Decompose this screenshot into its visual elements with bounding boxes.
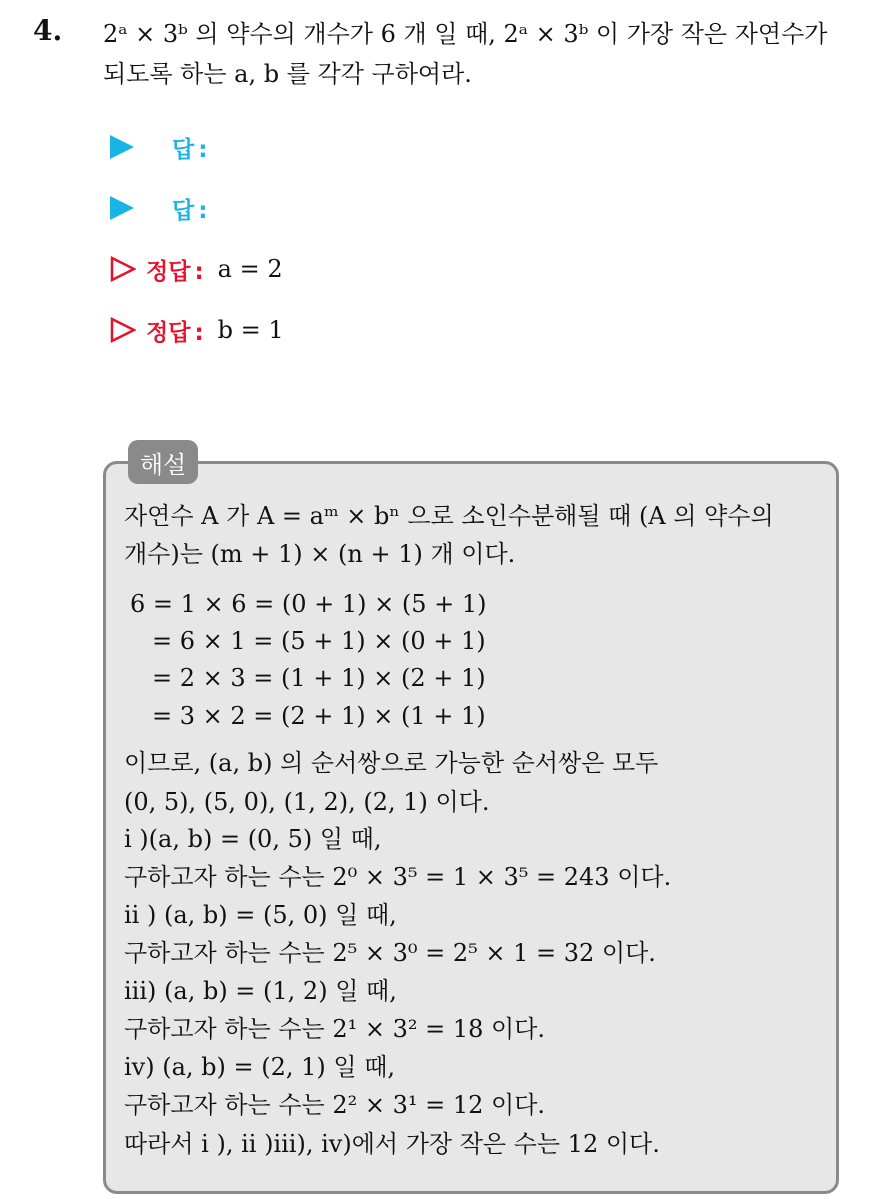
solution-line: 개수)는 (m + 1) × (n + 1) 개 이다. [124,540,516,568]
problem-text [103,14,873,94]
solution-equation: = 3 × 2 = (2 + 1) × (1 + 1) [152,702,486,730]
solution-line: 구하고자 하는 수는 2⁵ × 3⁰ = 2⁵ × 1 = 32 이다. [124,939,656,967]
problem-line-2: 되도록 하는 a, b 를 각각 구하여라. [103,60,472,88]
solution-case: iii) (a, b) = (1, 2) 일 때, [124,977,397,1005]
correct-label: 정답 : [146,258,204,285]
correct-answer-a [110,249,283,289]
solution-case: iv) (a, b) = (2, 1) 일 때, [124,1053,396,1081]
solution-case: ii ) (a, b) = (5, 0) 일 때, [124,901,397,929]
answer-blank-2[interactable] [110,188,207,228]
solution-case: i )(a, b) = (0, 5) 일 때, [124,825,382,853]
solution-line: 이므로, (a, b) 의 순서쌍으로 가능한 순서쌍은 모두 [124,749,659,777]
correct-label: 정답 : [146,319,204,346]
answer-label: 답 : [172,136,208,163]
problem-line-1: 2ᵃ × 3ᵇ 의 약수의 개수가 6 개 일 때, 2ᵃ × 3ᵇ 이 가장 작은 자연수가 [103,20,828,48]
solution-line: 구하고자 하는 수는 2² × 3¹ = 12 이다. [124,1091,546,1119]
answer-label: 답 : [172,197,208,224]
triangle-outline-icon [110,317,136,343]
solution-conclusion: 따라서 i ), ii )iii), iv)에서 가장 작은 수는 12 이다. [124,1130,660,1158]
correct-value-a: a = 2 [217,255,283,283]
play-icon [110,135,134,159]
solution-line: 자연수 A 가 A = aᵐ × bⁿ 으로 소인수분해될 때 (A 의 약수의 [124,502,774,530]
problem-number: 4. [33,14,63,47]
solution-tag: 해설 [128,440,198,484]
solution-line: 구하고자 하는 수는 2⁰ × 3⁵ = 1 × 3⁵ = 243 이다. [124,863,672,891]
solution-equation: = 6 × 1 = (5 + 1) × (0 + 1) [152,627,486,655]
triangle-outline-icon [110,256,136,282]
solution-line: (0, 5), (5, 0), (1, 2), (2, 1) 이다. [124,788,490,816]
solution-equation: = 2 × 3 = (1 + 1) × (2 + 1) [152,664,486,692]
play-icon [110,196,134,220]
solution-line: 구하고자 하는 수는 2¹ × 3² = 18 이다. [124,1015,546,1043]
solution-equation: 6 = 1 × 6 = (0 + 1) × (5 + 1) [130,590,487,618]
correct-value-b: b = 1 [217,316,284,344]
correct-answer-b [110,310,284,350]
answer-blank-1[interactable] [110,127,207,167]
